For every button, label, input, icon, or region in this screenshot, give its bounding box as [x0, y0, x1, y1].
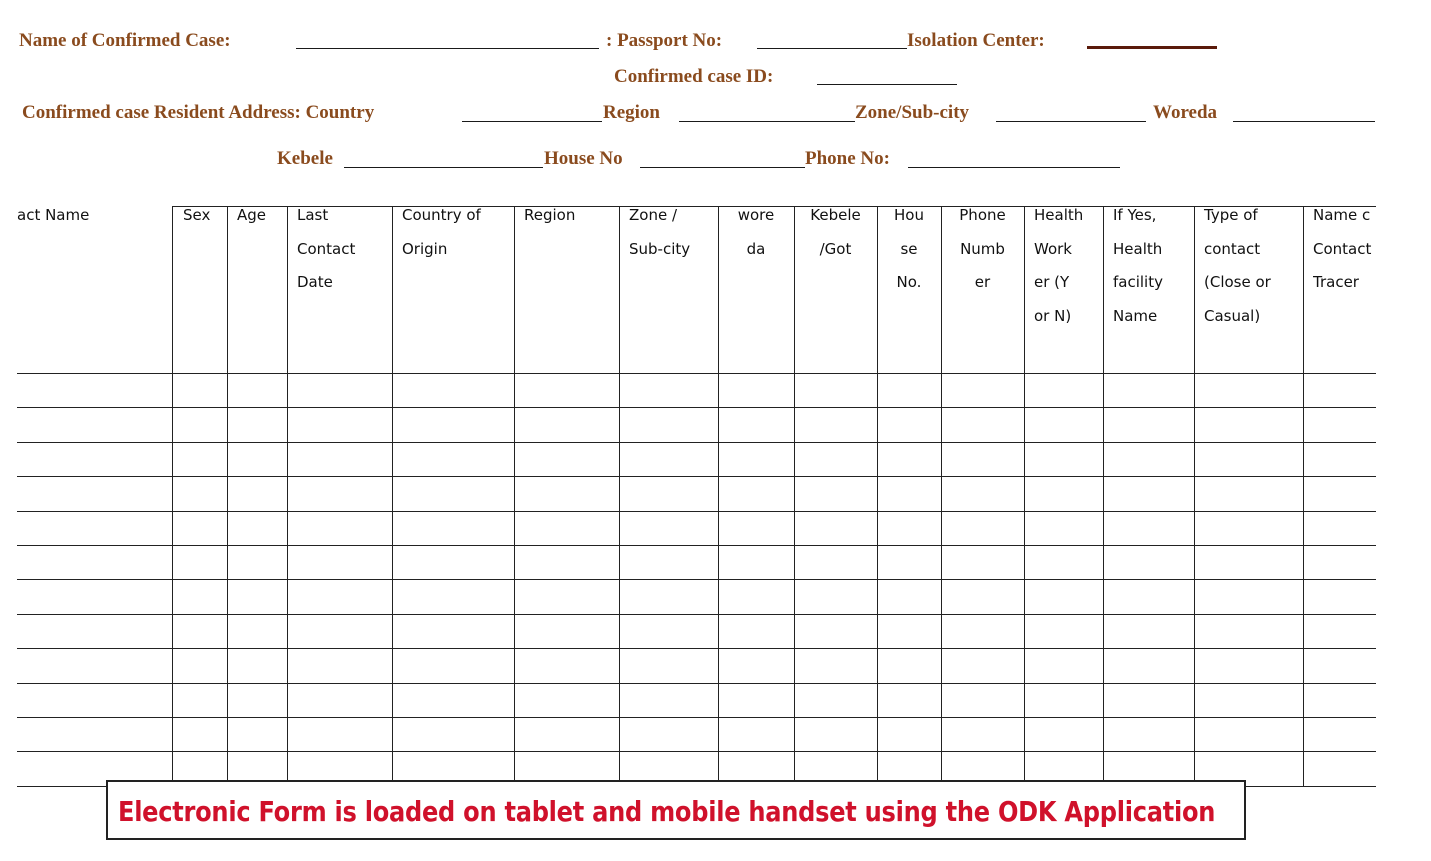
table-cell-contact-name[interactable] — [17, 717, 172, 751]
table-cell-last-contact-date[interactable] — [287, 407, 392, 441]
table-cell-zone-subcity[interactable] — [619, 373, 718, 407]
zone-subcity-field[interactable] — [996, 121, 1146, 122]
table-cell-last-contact-date[interactable] — [287, 442, 392, 476]
table-cell-health-facility[interactable] — [1103, 614, 1194, 648]
phone-no-label: Phone No: — [805, 148, 890, 169]
table-cell-country-of-origin[interactable] — [392, 407, 514, 441]
house-no-field[interactable] — [640, 167, 805, 168]
column-header-house-no: se — [900, 239, 918, 258]
table-cell-house-no[interactable] — [877, 545, 941, 579]
column-header-health-worker: Health — [1034, 206, 1084, 224]
country-field[interactable] — [462, 121, 602, 122]
table-cell-zone-subcity[interactable] — [619, 511, 718, 545]
table-cell-contact-tracer[interactable] — [1303, 614, 1376, 648]
column-header-last-contact-date: Contact — [297, 239, 356, 258]
table-cell-type-of-contact[interactable] — [1194, 683, 1303, 717]
table-cell-health-worker[interactable] — [1024, 407, 1103, 441]
column-header-woreda: da — [746, 239, 766, 258]
table-cell-contact-tracer[interactable] — [1303, 407, 1376, 441]
odk-banner — [106, 780, 1246, 840]
table-row — [17, 614, 1376, 648]
table-cell-country-of-origin[interactable] — [392, 476, 514, 510]
table-cell-woreda[interactable] — [718, 476, 794, 510]
column-header-health-worker: or N) — [1034, 307, 1072, 326]
table-cell-phone-number[interactable] — [941, 717, 1024, 751]
table-cell-woreda[interactable] — [718, 373, 794, 407]
table-cell-country-of-origin[interactable] — [392, 579, 514, 613]
table-row — [17, 545, 1376, 579]
table-cell-region[interactable] — [514, 511, 619, 545]
table-row — [17, 683, 1376, 717]
table-cell-house-no[interactable] — [877, 407, 941, 441]
table-cell-health-worker[interactable] — [1024, 476, 1103, 510]
table-cell-phone-number[interactable] — [941, 407, 1024, 441]
table-cell-health-worker[interactable] — [1024, 442, 1103, 476]
table-cell-contact-name[interactable] — [17, 683, 172, 717]
table-cell-contact-tracer[interactable] — [1303, 579, 1376, 613]
table-cell-age[interactable] — [227, 407, 287, 441]
column-header-sex: Sex — [183, 206, 211, 224]
table-row — [17, 511, 1376, 545]
table-cell-contact-name[interactable] — [17, 579, 172, 613]
woreda-field[interactable] — [1233, 121, 1375, 122]
table-cell-health-worker[interactable] — [1024, 683, 1103, 717]
table-row — [17, 476, 1376, 510]
table-cell-kebele-got[interactable] — [794, 442, 877, 476]
table-cell-woreda[interactable] — [718, 442, 794, 476]
table-cell-woreda[interactable] — [718, 683, 794, 717]
table-cell-contact-tracer[interactable] — [1303, 545, 1376, 579]
table-cell-contact-name[interactable] — [17, 442, 172, 476]
table-cell-health-worker[interactable] — [1024, 373, 1103, 407]
table-cell-house-no[interactable] — [877, 717, 941, 751]
table-cell-health-facility[interactable] — [1103, 648, 1194, 682]
table-cell-kebele-got[interactable] — [794, 511, 877, 545]
table-cell-phone-number[interactable] — [941, 545, 1024, 579]
column-header-kebele-got: Kebele — [810, 206, 861, 224]
table-cell-type-of-contact[interactable] — [1194, 511, 1303, 545]
table-cell-sex[interactable] — [172, 511, 227, 545]
name-of-confirmed-case-label: Name of Confirmed Case: — [19, 30, 231, 51]
table-cell-type-of-contact[interactable] — [1194, 614, 1303, 648]
table-row — [17, 648, 1376, 682]
table-cell-sex[interactable] — [172, 579, 227, 613]
table-cell-region[interactable] — [514, 476, 619, 510]
column-header-country-of-origin: Origin — [402, 239, 448, 258]
table-cell-house-no[interactable] — [877, 683, 941, 717]
table-cell-health-facility[interactable] — [1103, 373, 1194, 407]
column-header-contact-tracer: Tracer — [1313, 273, 1359, 292]
isolation-center-label: Isolation Center: — [907, 30, 1045, 51]
table-cell-phone-number[interactable] — [941, 683, 1024, 717]
table-cell-age[interactable] — [227, 476, 287, 510]
table-cell-age[interactable] — [227, 373, 287, 407]
column-header-health-facility: Health — [1113, 239, 1163, 258]
table-cell-last-contact-date[interactable] — [287, 579, 392, 613]
table-cell-region[interactable] — [514, 545, 619, 579]
table-cell-woreda[interactable] — [718, 717, 794, 751]
region-field[interactable] — [679, 121, 855, 122]
table-cell-contact-name[interactable] — [17, 545, 172, 579]
table-cell-sex[interactable] — [172, 545, 227, 579]
table-row — [17, 717, 1376, 751]
table-cell-last-contact-date[interactable] — [287, 614, 392, 648]
table-cell-health-facility[interactable] — [1103, 476, 1194, 510]
table-cell-phone-number[interactable] — [941, 614, 1024, 648]
column-header-kebele-got: /Got — [819, 239, 852, 258]
table-cell-kebele-got[interactable] — [794, 476, 877, 510]
column-header-type-of-contact: contact — [1204, 239, 1261, 258]
table-cell-kebele-got[interactable] — [794, 683, 877, 717]
table-cell-country-of-origin[interactable] — [392, 442, 514, 476]
table-cell-type-of-contact[interactable] — [1194, 545, 1303, 579]
table-row — [17, 442, 1376, 476]
table-cell-sex[interactable] — [172, 717, 227, 751]
column-header-contact-tracer: Contact — [1313, 239, 1372, 258]
table-cell-last-contact-date[interactable] — [287, 511, 392, 545]
column-header-type-of-contact: Type of — [1204, 206, 1258, 224]
table-cell-contact-name[interactable] — [17, 407, 172, 441]
table-cell-contact-tracer[interactable] — [1303, 717, 1376, 751]
column-header-region: Region — [524, 206, 576, 224]
confirmed-case-id-field[interactable] — [817, 84, 957, 85]
table-cell-region[interactable] — [514, 407, 619, 441]
table-cell-health-worker[interactable] — [1024, 511, 1103, 545]
table-cell-type-of-contact[interactable] — [1194, 407, 1303, 441]
table-cell-region[interactable] — [514, 442, 619, 476]
column-header-last-contact-date: Date — [297, 273, 333, 292]
column-header-house-no: Hou — [894, 206, 924, 224]
table-cell-kebele-got[interactable] — [794, 717, 877, 751]
table-cell-country-of-origin[interactable] — [392, 648, 514, 682]
table-cell-health-facility[interactable] — [1103, 717, 1194, 751]
table-cell-woreda[interactable] — [718, 407, 794, 441]
table-cell-country-of-origin[interactable] — [392, 614, 514, 648]
table-cell-phone-number[interactable] — [941, 442, 1024, 476]
table-cell-zone-subcity[interactable] — [619, 545, 718, 579]
table-cell-woreda[interactable] — [718, 545, 794, 579]
column-header-phone-number: Numb — [960, 239, 1005, 258]
table-cell-contact-tracer[interactable] — [1303, 373, 1376, 407]
table-row — [17, 407, 1376, 441]
column-header-age: Age — [237, 206, 267, 224]
table-cell-age[interactable] — [227, 442, 287, 476]
passport-no-label: : Passport No: — [606, 30, 723, 51]
table-cell-contact-tracer[interactable] — [1303, 683, 1376, 717]
table-cell-type-of-contact[interactable] — [1194, 476, 1303, 510]
table-cell-region[interactable] — [514, 683, 619, 717]
table-cell-sex[interactable] — [172, 476, 227, 510]
table-cell-kebele-got[interactable] — [794, 373, 877, 407]
table-cell-contact-name[interactable] — [17, 511, 172, 545]
table-cell-health-worker[interactable] — [1024, 545, 1103, 579]
table-cell-house-no[interactable] — [877, 614, 941, 648]
column-header-type-of-contact: Casual) — [1204, 307, 1261, 326]
column-header-health-worker: er (Y — [1034, 273, 1070, 292]
table-cell-age[interactable] — [227, 717, 287, 751]
table-cell-zone-subcity[interactable] — [619, 476, 718, 510]
table-cell-house-no[interactable] — [877, 373, 941, 407]
table-cell-age[interactable] — [227, 683, 287, 717]
table-cell-house-no[interactable] — [877, 648, 941, 682]
table-cell-country-of-origin[interactable] — [392, 717, 514, 751]
phone-no-field[interactable] — [908, 167, 1120, 168]
table-cell-kebele-got[interactable] — [794, 648, 877, 682]
region-label: Region — [603, 102, 660, 123]
table-cell-sex[interactable] — [172, 683, 227, 717]
isolation-center-field[interactable] — [1087, 46, 1217, 49]
table-cell-health-facility[interactable] — [1103, 545, 1194, 579]
table-cell-health-worker[interactable] — [1024, 717, 1103, 751]
table-cell-age[interactable] — [227, 511, 287, 545]
table-cell-country-of-origin[interactable] — [392, 683, 514, 717]
table-cell-kebele-got[interactable] — [794, 614, 877, 648]
table-cell-type-of-contact[interactable] — [1194, 373, 1303, 407]
table-cell-sex[interactable] — [172, 614, 227, 648]
table-cell-kebele-got[interactable] — [794, 545, 877, 579]
column-header-woreda: wore — [737, 206, 775, 224]
banner-text: Electronic Form is loaded on tablet and mobile handset using the ODK Application — [118, 795, 1216, 828]
zone-subcity-label: Zone/Sub-city — [855, 102, 970, 123]
table-cell-contact-tracer[interactable] — [1303, 442, 1376, 476]
woreda-label: Woreda — [1153, 102, 1218, 123]
table-cell-region[interactable] — [514, 717, 619, 751]
table-cell-last-contact-date[interactable] — [287, 476, 392, 510]
table-cell-phone-number[interactable] — [941, 373, 1024, 407]
table-cell-country-of-origin[interactable] — [392, 545, 514, 579]
table-cell-zone-subcity[interactable] — [619, 442, 718, 476]
table-cell-age[interactable] — [227, 648, 287, 682]
kebele-field[interactable] — [344, 167, 543, 168]
table-cell-type-of-contact[interactable] — [1194, 579, 1303, 613]
table-cell-house-no[interactable] — [877, 511, 941, 545]
table-cell-type-of-contact[interactable] — [1194, 648, 1303, 682]
table-cell-health-worker[interactable] — [1024, 579, 1103, 613]
table-cell-house-no[interactable] — [877, 476, 941, 510]
table-cell-phone-number[interactable] — [941, 476, 1024, 510]
table-cell-contact-tracer[interactable] — [1303, 476, 1376, 510]
table-cell-sex[interactable] — [172, 648, 227, 682]
column-header-country-of-origin: Country of — [402, 206, 481, 224]
table-cell-health-facility[interactable] — [1103, 511, 1194, 545]
column-header-type-of-contact: (Close or — [1204, 273, 1271, 292]
column-header-contact-name: act Name — [17, 206, 90, 224]
table-cell-zone-subcity[interactable] — [619, 648, 718, 682]
table-cell-health-facility[interactable] — [1103, 407, 1194, 441]
column-header-health-facility: facility — [1113, 273, 1163, 292]
table-cell-contact-tracer[interactable] — [1303, 511, 1376, 545]
column-header-zone-subcity: Zone / — [629, 206, 678, 224]
table-row — [17, 579, 1376, 613]
table-cell-health-facility[interactable] — [1103, 579, 1194, 613]
table-cell-last-contact-date[interactable] — [287, 648, 392, 682]
table-cell-phone-number[interactable] — [941, 579, 1024, 613]
table-cell-contact-name[interactable] — [17, 648, 172, 682]
table-cell-last-contact-date[interactable] — [287, 683, 392, 717]
table-cell-house-no[interactable] — [877, 442, 941, 476]
table-cell-house-no[interactable] — [877, 579, 941, 613]
table-cell-contact-name[interactable] — [17, 476, 172, 510]
table-cell-country-of-origin[interactable] — [392, 511, 514, 545]
table-cell-phone-number[interactable] — [941, 511, 1024, 545]
table-cell-contact-name[interactable] — [17, 373, 172, 407]
column-header-zone-subcity: Sub-city — [629, 239, 691, 258]
table-cell-contact-tracer[interactable] — [1303, 648, 1376, 682]
house-no-label: House No — [544, 148, 623, 169]
table-row — [17, 373, 1376, 407]
table-cell-sex[interactable] — [172, 407, 227, 441]
table-cell-age[interactable] — [227, 579, 287, 613]
table-cell-region[interactable] — [514, 648, 619, 682]
table-cell-zone-subcity[interactable] — [619, 614, 718, 648]
table-cell-health-worker[interactable] — [1024, 614, 1103, 648]
table-cell-zone-subcity[interactable] — [619, 579, 718, 613]
table-cell-age[interactable] — [227, 545, 287, 579]
table-cell-phone-number[interactable] — [941, 648, 1024, 682]
table-cell-woreda[interactable] — [718, 648, 794, 682]
passport-no-field[interactable] — [757, 48, 907, 49]
table-cell-kebele-got[interactable] — [794, 579, 877, 613]
table-cell-contact-tracer[interactable] — [1303, 751, 1376, 785]
table-cell-type-of-contact[interactable] — [1194, 717, 1303, 751]
column-header-contact-tracer: Name c — [1313, 206, 1371, 224]
table-cell-sex[interactable] — [172, 373, 227, 407]
table-cell-country-of-origin[interactable] — [392, 373, 514, 407]
table-cell-region[interactable] — [514, 579, 619, 613]
table-cell-health-facility[interactable] — [1103, 442, 1194, 476]
kebele-label: Kebele — [277, 148, 333, 169]
table-cell-last-contact-date[interactable] — [287, 717, 392, 751]
table-cell-health-facility[interactable] — [1103, 683, 1194, 717]
table-cell-region[interactable] — [514, 373, 619, 407]
table-cell-health-worker[interactable] — [1024, 648, 1103, 682]
table-cell-age[interactable] — [227, 614, 287, 648]
column-header-house-no: No. — [896, 273, 922, 292]
resident-address-country-label: Confirmed case Resident Address: Country — [22, 102, 375, 123]
table-cell-zone-subcity[interactable] — [619, 407, 718, 441]
column-header-phone-number: er — [974, 273, 991, 292]
column-header-last-contact-date: Last — [297, 206, 329, 224]
table-cell-zone-subcity[interactable] — [619, 683, 718, 717]
column-header-health-worker: Work — [1034, 239, 1072, 258]
table-cell-sex[interactable] — [172, 442, 227, 476]
table-cell-last-contact-date[interactable] — [287, 373, 392, 407]
confirmed-case-id-label: Confirmed case ID: — [614, 66, 774, 87]
table-cell-type-of-contact[interactable] — [1194, 442, 1303, 476]
table-cell-region[interactable] — [514, 614, 619, 648]
table-cell-woreda[interactable] — [718, 579, 794, 613]
table-cell-contact-name[interactable] — [17, 614, 172, 648]
table-cell-zone-subcity[interactable] — [619, 717, 718, 751]
table-cell-woreda[interactable] — [718, 511, 794, 545]
column-header-phone-number: Phone — [959, 206, 1006, 224]
column-header-health-facility: Name — [1113, 307, 1158, 326]
table-cell-kebele-got[interactable] — [794, 407, 877, 441]
name-of-confirmed-case-field[interactable] — [296, 48, 599, 49]
table-cell-woreda[interactable] — [718, 614, 794, 648]
table-cell-last-contact-date[interactable] — [287, 545, 392, 579]
column-header-health-facility: If Yes, — [1113, 206, 1157, 224]
